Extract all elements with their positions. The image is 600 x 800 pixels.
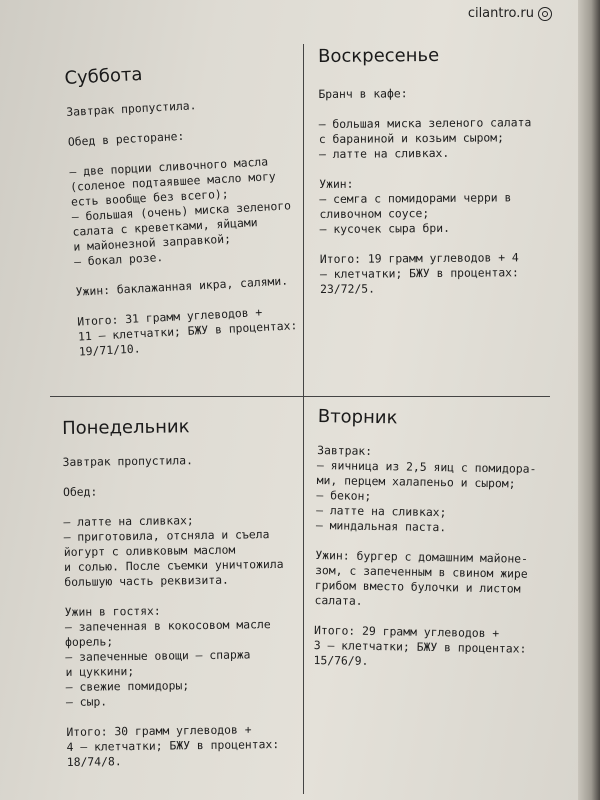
tuesday-text: Завтрак: – яичница из 2,5 яиц с помидора- ми, перцем халапеньо и сыром; – бекон; – латте на сливках; – миндальная паста. Ужин: бургер с домашним майоне- зом, с запеченным в свином жире грибом вместо булочки и листом салата. Итого: 29 грамм углеводов + 3 – клетчатки; БЖУ в процентах: 15/76/9. xyxy=(313,442,537,668)
vertical-divider xyxy=(303,44,304,794)
monday-title: Понедельник xyxy=(62,416,190,439)
monday-section xyxy=(62,415,286,770)
tuesday-section xyxy=(313,406,537,672)
tuesday-title: Вторник xyxy=(317,406,398,429)
saturday-section xyxy=(64,57,298,360)
horizontal-divider xyxy=(50,396,550,397)
book-spine-shadow xyxy=(578,0,600,800)
monday-text: Завтрак пропустила. Обед: – латте на сливках; – приготовила, отсняла и съела йогурт с оливковым маслом и солью. После съемки уничтожила большую часть реквизита. Ужин в гостях: – запеченная в кокосовом масле форель; – запеченные овощи – спаржа и цуккини; – свежие помидоры; – сыр. Итого: 30 грамм углеводов + 4 – клетчатки; БЖУ в процентах: 18/74/8. xyxy=(62,453,284,769)
site-watermark xyxy=(468,6,552,21)
sunday-title: Воскресенье xyxy=(318,44,440,67)
sunday-text: Бранч в кафе: – большая миска зеленого салата с бараниной и козьим сыром; – латте на сливках. Ужин: – семга с помидорами черри в сливочном соусе; – кусочек сыра бри. Итого: 19 грамм углеводов + 4 – клетчатки; БЖУ в процентах: 23/72/5. xyxy=(318,86,532,296)
sunday-section xyxy=(318,44,533,297)
saturday-text: Завтрак пропустила. Обед в ресторане: – две порции сливочного масла (соленое подтаявшее масло могу есть вообще без всего); – большая (очень) миска зеленого салата с креветками, яйцами и майонезной заправкой; – бокал розе. Ужин: баклажанная икра, салями. Итого: 31 грамм углеводов + 11 – клетчатки; БЖУ в процентах: 19/71/10. xyxy=(65,98,298,359)
site-name: cilantro.ru xyxy=(467,6,534,21)
saturday-title: Суббота xyxy=(64,63,143,89)
cilantro-logo-icon xyxy=(538,7,552,21)
